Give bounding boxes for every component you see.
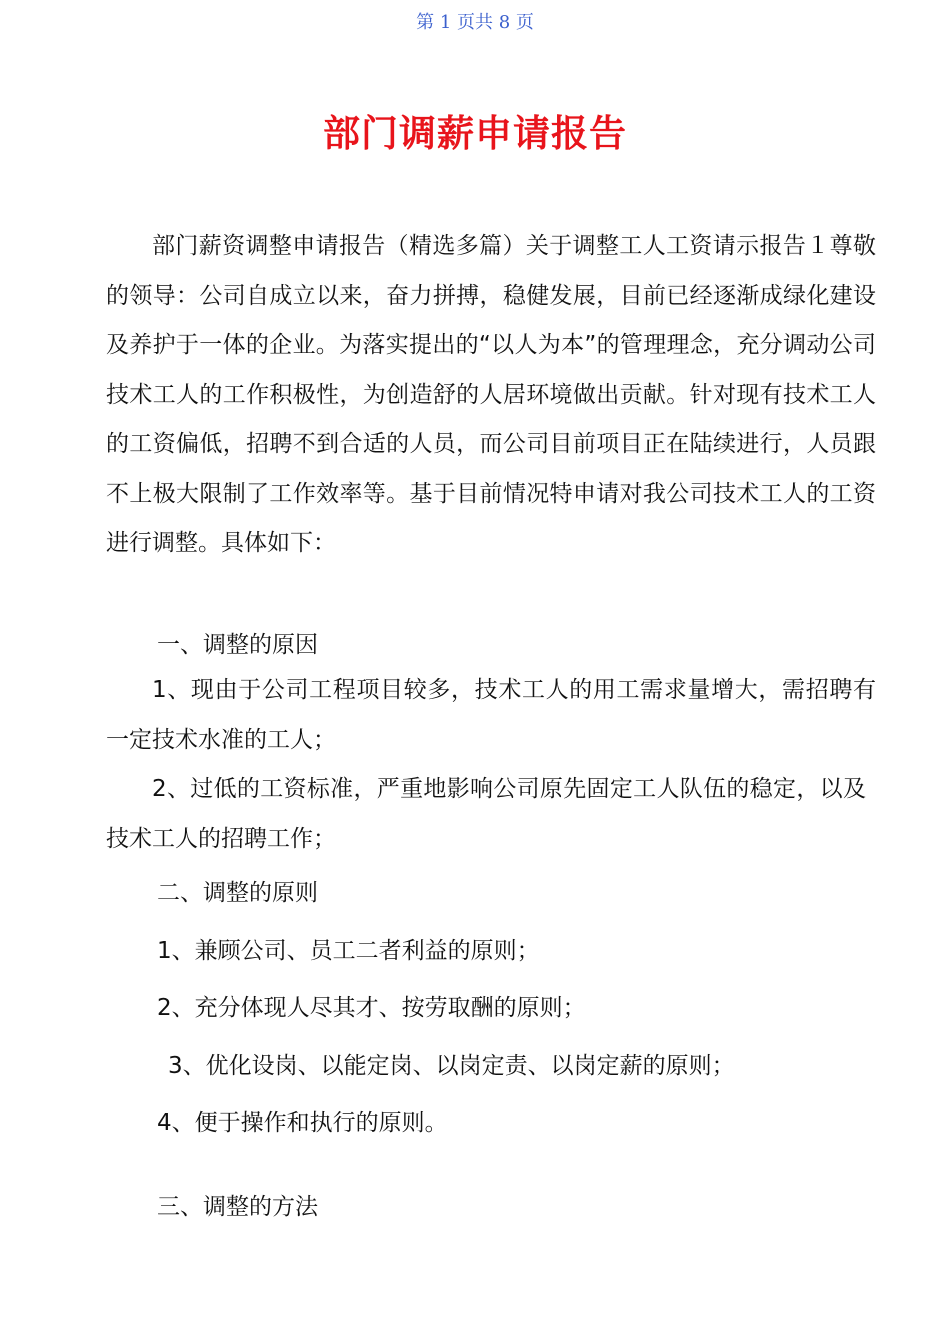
reason-item-1: 1、现由于公司工程项目较多，技术工人的用工需求量增大，需招聘有一定技术水准的工人； [106,677,876,753]
reason-item-2: 2、过低的工资标准，严重地影响公司原先固定工人队伍的稳定，以及技术工人的招聘工作； [106,776,866,852]
section-heading-reasons: 一、调整的原因 [157,632,318,658]
section-heading-principles: 二、调整的原则 [157,880,318,906]
document-title: 部门调薪申请报告 [323,112,627,155]
principle-item-1: 1、兼顾公司、员工二者利益的原则； [157,938,540,964]
principle-item-2: 2、充分体现人尽其才、按劳取酬的原则； [157,995,586,1021]
page-indicator: 第 1 页共 8 页 [416,12,534,33]
principle-item-3: 3、优化设岗、以能定岗、以岗定责、以岗定薪的原则； [168,1053,735,1079]
section-heading-methods: 三、调整的方法 [157,1194,318,1220]
intro-paragraph: 部门薪资调整申请报告（精选多篇）关于调整工人工资请示报告１尊敬的领导：公司自成立以来，奋力拼搏，稳健发展，目前已经逐渐成绿化建设及养护于一体的企业。为落实提出的“以人为本”的管理理念，充分调动公司技术工人的工作积极性，为创造舒的人居环境做出贡献。针对现有技术工人的工资偏低，招聘不到合适的人员，而公司目前项目正在陆续进行，人员跟不上极大限制了工作效率等。基于目前情况特申请对我公司技术工人的工资进行调整。具体如下： [106,233,876,556]
principle-item-4: 4、便于操作和执行的原则。 [157,1110,448,1136]
